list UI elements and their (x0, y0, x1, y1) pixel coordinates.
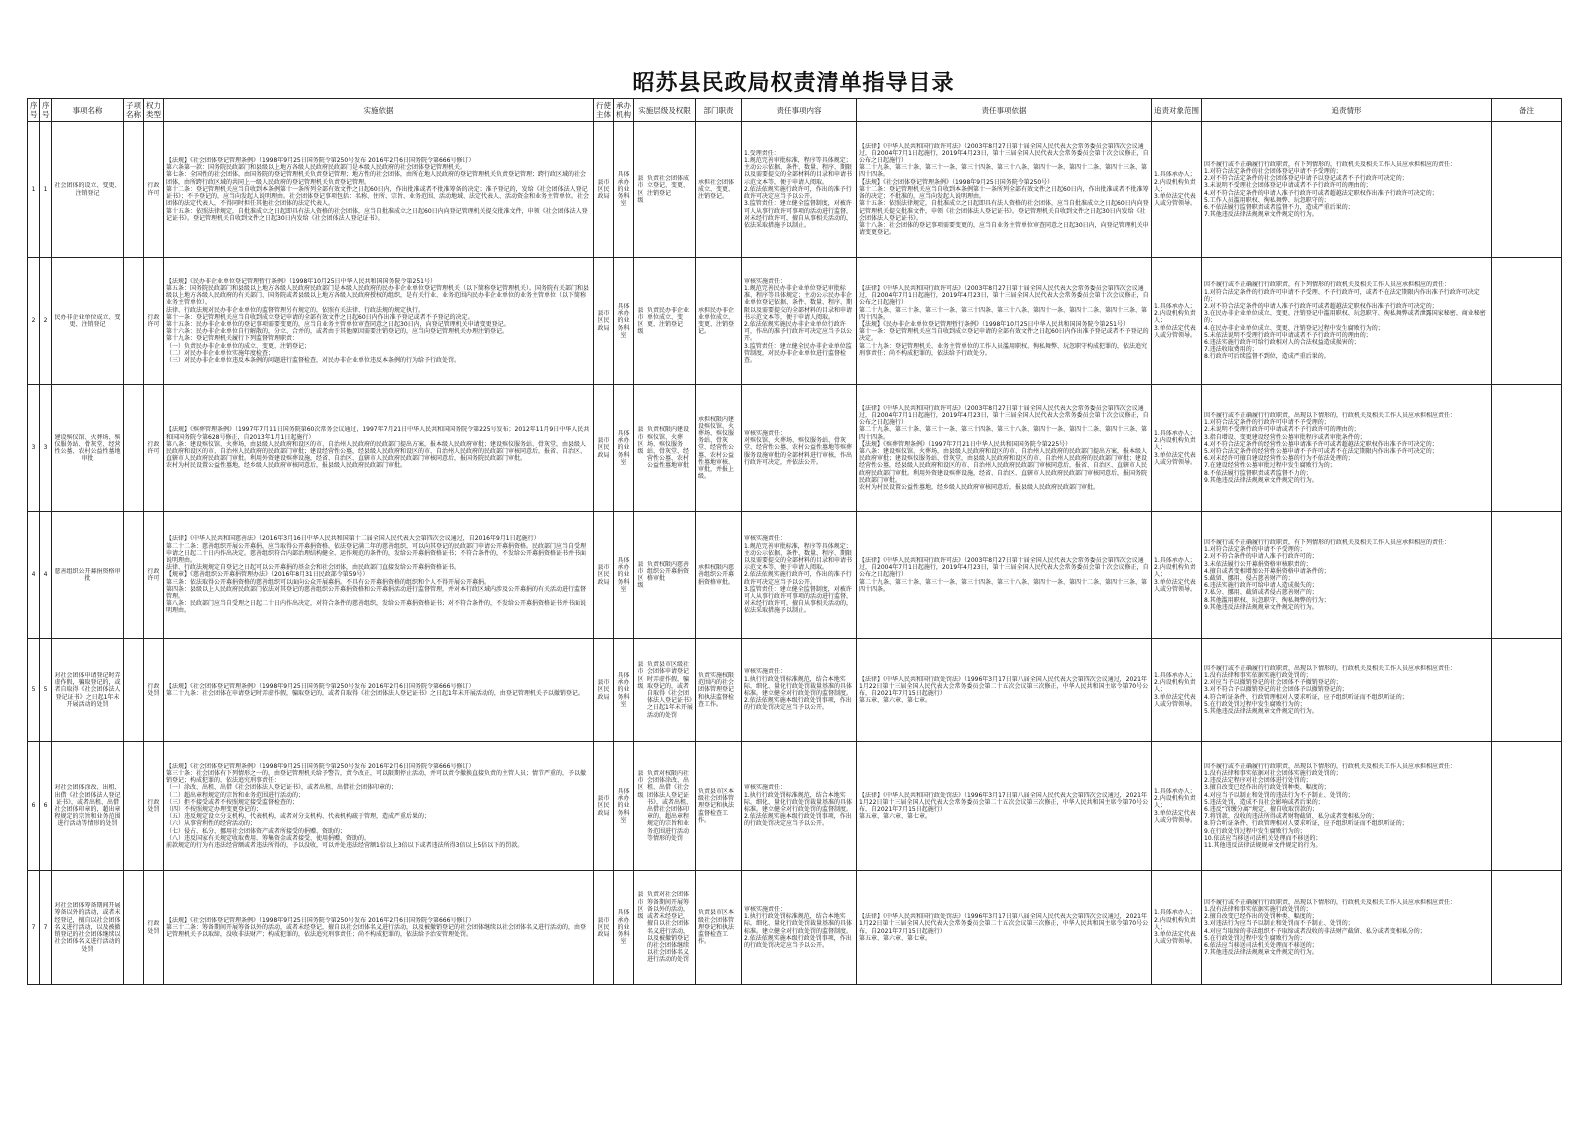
cell-basis (164, 742, 594, 871)
table-row (28, 742, 1562, 871)
cell-power-type-text: 行政许可 (147, 313, 160, 328)
cell-accountability-circumstances (1202, 258, 1492, 385)
cell-duty (696, 258, 742, 385)
cell-accountability-scope (1152, 512, 1202, 639)
cell-index-a (28, 385, 40, 512)
col-header-responsibility-basis: 责任事项依据 (857, 99, 1152, 122)
cell-subject (594, 871, 614, 985)
cell-organizer (614, 258, 634, 385)
cell-index-a-text: 3 (31, 444, 36, 452)
cell-accountability-scope (1152, 742, 1202, 871)
cell-responsibility (742, 385, 857, 512)
cell-index-b-text: 3 (43, 444, 48, 452)
cell-subject-text: 县市区民政局 (597, 916, 610, 939)
cell-sub-item (124, 742, 144, 871)
cell-item-name (52, 639, 124, 742)
cell-subject-text: 县市区民政局 (597, 564, 610, 586)
col-header-power-type: 权力类型 (144, 99, 164, 122)
cell-responsibility (742, 639, 857, 742)
cell-subject-text: 县市区民政局 (597, 437, 610, 459)
cell-power-type (144, 258, 164, 385)
col-header-responsibility: 责任事项内容 (742, 99, 857, 122)
cell-basis (164, 639, 594, 742)
cell-organizer (614, 742, 634, 871)
cell-duty (696, 122, 742, 258)
cell-responsibility-basis-text: 【法律】《中华人民共和国行政处罚法》（1996年3月17日第八届全国人民代表大会第四次会议通过，2021年1月22日第十三届全国人民代表大会常务委员会第二十五次会议第三次修正，中华人民共和国主席令第70号公布，自2021年7月15日起施行） 第五章、第六章、第七章。 (859, 913, 1149, 942)
cell-index-b (40, 258, 52, 385)
cell-level-authority-text: 负责民办非企业单位成立、变更、注销登记 (647, 306, 690, 328)
col-header-sub-item: 子项名称 (124, 99, 144, 122)
cell-power-type (144, 512, 164, 639)
cell-organizer (614, 122, 634, 258)
cell-basis-text: 【法规】《社会团体登记管理条例》（1998年9月25日国务院令第250号发布 2016年2月6日国务院令第666号修订） 第二十九条：社会团体在申请登记时弄虚作假，骗取登记的，或者自取得《社会团体法人登记证书》之日起1年未开展活动的，由登记管理机关予以撤销登记。 (166, 682, 584, 697)
cell-index-b (40, 512, 52, 639)
cell-power-type (144, 385, 164, 512)
cell-sub-item (124, 871, 144, 985)
cell-power-type-text: 行政许可 (147, 567, 160, 582)
cell-basis-text: 【法规】《社会团体登记管理条例》（1998年9月25日国务院令第250号发布 2016年2月6日国务院令第666号修订） 第三十二条：筹备期间开展筹备以外的活动，或者未经登记，擅自以社会团体名义进行活动，以及被撤销登记的社会团体继续以社会团体名义进行活动的，由登记管理机关予以取缔，没收非法财产；构成犯罪的，依法追究刑事责任；尚不构成犯罪的，依法给予治安管理处罚。 (166, 916, 587, 939)
cell-accountability-scope-text: 1.具体承办人； 2.内设机构负责人； 3.单位法定代表人或分管领导。 (1154, 671, 1197, 708)
cell-index-a-text: 1 (31, 185, 36, 193)
cell-duty-text: 承担社会团体成立、变更、注销登记。 (698, 178, 735, 201)
cell-organizer-text: 具体承办的业务科室 (617, 909, 630, 946)
cell-item-name (52, 742, 124, 871)
cell-level (634, 122, 696, 258)
cell-index-b (40, 385, 52, 512)
cell-responsibility-text: 审核实施责任： 1.规范完善审批标准，程序等具体规定；主动公示依据、条件、数量、程序、期限以及需要提交的全部材料的目录和申请书示范文本等，便于申请人阅取。 2.依法依规实施行政许可，作出的准予行政许可决定应当予以公开。 3.监管责任：建立健全监督制度，对被许可人从事行政许可事项的活动进行监督，对未经行政许可，擅自从事相关活动的，依法采取措施予以制止。 (744, 535, 853, 615)
cell-responsibility-basis-text: 【法律】《中华人民共和国行政处罚法》（1996年3月17日第八届全国人民代表大会第四次会议通过，2021年1月22日第十三届全国人民代表大会常务委员会第二十五次会议第三次修正，中华人民共和国主席令第70号公布，自2021年7月15日起施行） 第五章、第六章、第七章。 (859, 791, 1149, 821)
cell-basis (164, 385, 594, 512)
cell-responsibility-basis (857, 512, 1152, 639)
cell-level-authority-text: 负责社会团体成立登记、变更、注销登记 (647, 175, 690, 197)
col-header-basis: 实施依据 (164, 99, 594, 122)
cell-accountability-circumstances (1202, 871, 1492, 985)
document-title: 昭苏县民政局权责清单指导目录 (632, 71, 955, 96)
cell-item-name-text: 社会团体的设立、变更、注销登记 (54, 182, 121, 197)
cell-subject-text: 县市区民政局 (597, 178, 610, 201)
cell-organizer-text: 具体承办的业务科室 (617, 556, 630, 593)
cell-item-name-text: 民办非企业单位成立、变更、注销登记 (54, 313, 121, 328)
cell-responsibility-text: 审核实施责任： 1.执行行政处罚标准规范，结合本地实际，细化、量化行政处罚裁量基准的具体标准。建立健全对行政处罚的监督制度。 2.依法依规实施本级行政处罚事项，作出的行政处罚决定应当予以公开。 (744, 668, 853, 712)
cell-accountability-scope-text: 1.具体承办人； 2.内设机构负责人； 3.单位法定代表人或分管领导。 (1154, 429, 1197, 466)
cell-accountability-scope-text: 1.具体承办人； 2.内设机构负责人； 3.单位法定代表人或分管领导。 (1154, 909, 1197, 946)
col-header-level: 实施层级及权限 (634, 99, 696, 122)
cell-accountability-scope (1152, 871, 1202, 985)
table-body (28, 122, 1562, 985)
cell-level-text: 县市区级 (637, 891, 644, 921)
table-row (28, 512, 1562, 639)
cell-remarks (1492, 122, 1562, 258)
cell-power-type-text: 行政处罚 (147, 682, 160, 697)
cell-responsibility-basis-text: 【法律】《中华人民共和国行政许可法》（2003年8月27日第十届全国人民代表大会常务委员会第四次会议通过，自2004年7月1日起施行，2019年4月23日，第十三届全国人民代表大会常务委员会第十次会议修正，自公布之日起施行） 第二十九条、第三十条、第三十一条、第三十四条、第三十八条、第四十一条、第四十二条、第四十三条、第四十四条。 【法规】《民办非企业单位登记管理暂行条例》（1998年10月25日中华人民共和国国务院令第251号） 第十一条：登记管理机关应当自收到成立登记申请的全部有效文件之日起60日内作出准予登记或者不予登记的决定。 第二十九条：登记管理机关、业务主管单位的工作人员滥用职权、徇私舞弊、玩忽职守构成犯罪的，依法追究刑事责任；尚不构成犯罪的，依法给予行政处分。 (859, 284, 1149, 357)
cell-level (634, 385, 696, 512)
cell-item-name-text: 慈善组织公开募捐资格审批 (54, 567, 121, 582)
cell-power-type (144, 871, 164, 985)
cell-index-a (28, 871, 40, 985)
cell-basis (164, 871, 594, 985)
cell-subject-text: 县市区民政局 (597, 679, 610, 701)
cell-basis-text: 【法规】《民办非企业单位登记管理暂行条例》（1998年10月25日中华人民共和国国务院令第251号） 第五条：国务院民政部门和县级以上地方各级人民政府民政部门是本级人民政府的民办非企业单位登记管理机关（以下简称登记管理机关）。国务院有关部门和县级以上地方各级人民政府的有关部门、国务院或者县级以上地方各级人民政府授权的组织，是有关行业、业务范围内民办非企业单位的业务主管单位（以下简称业务主管单位）。 法律、行政法规对民办非企业单位的监督管理另有规定的，依照有关法律、行政法规的规定执行。 第十一条：登记管理机关应当自收到成立登记申请的全部有效文件之日起60日内作出准予登记或者不予登记的决定。 第十五条：民办非企业单位的登记事项需要变更的，应当自业务主管单位审查同意之日起30日内，向登记管理机关申请变更登记。 第十六条：民办非企业单位自行解散的，分立、合并的，或者由于其他原因需要注销登记的，应当向登记管理机关办理注销登记。 第十九条：登记管理机关履行下列监督管理职责： （一）负责民办非企业单位的成立、变更、注销登记； （二）对民办非企业单位实施年度检查； （三）对民办非企业单位违反本条例的问题进行监督检查，对民办非企业单位违反本条例的行为给予行政处罚。 (166, 277, 590, 365)
cell-basis-text: 【法律】《中华人民共和国慈善法》（2016年3月16日中华人民共和国第十二届全国人民代表大会第四次会议通过，自2016年9月1日起施行） 第二十二条：慈善组织开展公开募捐，应当取得公开募捐资格。依法登记满二年的慈善组织，可以向其登记的民政部门申请公开募捐资格。民政部门应当自受理申请之日起二十日内作出决定。慈善组织符合内部治理结构健全、运作规范的条件的，发给公开募捐资格证书；不符合条件的，不发给公开募捐资格证书并书面说明理由。 法律、行政法规规定自登记之日起可以公开募捐的基金会和社会团体，由民政部门直接发给公开募捐资格证书。 【规章】《慈善组织公开募捐管理办法》（2016年8月31日民政部令第59号） 第三条：依法取得公开募捐资格的慈善组织可以面向公众开展募捐。不具有公开募捐资格的组织和个人不得开展公开募捐。 第四条：县级以上人民政府民政部门依法对其登记的慈善组织公开募捐资格和公开募捐活动进行监督管理，并对本行政区域内涉及公开募捐的有关活动进行监督管理。 第八条：民政部门应当自受理之日起二十日内作出决定，对符合条件的慈善组织，发给公开募捐资格证书；对不符合条件的，不发给公开募捐资格证书并书面说明理由。 (166, 535, 587, 615)
table-row (28, 871, 1562, 985)
cell-index-b (40, 871, 52, 985)
cell-responsibility-text: 审核实施责任： 1.执行行政处罚标准规范，结合本地实际，细化、量化行政处罚裁量基准的具体标准。建立健全对行政处罚的监督制度。 2.依法依规实施本级行政处罚事项，作出的行政处罚决定应当予以公开。 (744, 784, 853, 828)
cell-sub-item (124, 639, 144, 742)
cell-index-b (40, 122, 52, 258)
table-row (28, 639, 1562, 742)
cell-subject-text: 县市区民政局 (597, 795, 610, 817)
cell-item-name-text: 对社会团体筹备期间开展筹备以外的活动，或者未经登记，擅自以社会团体名义进行活动，以及被撤销登记的社会团体继续以社会团体名义进行活动的处罚 (54, 902, 121, 953)
cell-power-type (144, 122, 164, 258)
col-header-duty: 部门职责 (696, 99, 742, 122)
cell-accountability-scope (1152, 258, 1202, 385)
cell-level-text: 县市区级 (637, 306, 644, 336)
cell-duty-text: 承担权限内建设殡仪馆、火葬场、殡仪服务站、骨灰堂、经营性公墓、农村公益性墓地审核、审批，并报上级。 (698, 415, 735, 481)
table-row (28, 258, 1562, 385)
cell-index-a-text: 2 (31, 317, 36, 325)
cell-level-text: 县市区级 (637, 560, 644, 590)
cell-organizer (614, 639, 634, 742)
cell-duty-text: 负责县市区本级社会团体管理登记和执法监督检查工作。 (698, 909, 735, 946)
cell-duty (696, 639, 742, 742)
cell-basis (164, 512, 594, 639)
cell-accountability-scope-text: 1.具体承办人； 2.内设机构负责人； 3.单位法定代表人或分管领导。 (1154, 302, 1197, 339)
cell-level-authority-text: 负责对权限内社会团体涂改、出租、出借《社会团体法人登记证书》，或者出租、出借社会团体印章的，超出章程规定的宗旨和业务范围进行活动等情形的处罚 (647, 769, 693, 842)
cell-accountability-circumstances-text: 因不履行或不正确履行行政职责，有下列情形的行政机关及相关工作人员应承担相应的责任： 1.对符合法定条件的行政许可申请不予受理、不予行政许可，或者不在法定期限内作出准予行政许可决定的； 2.对不符合法定条件的申请人准予行政许可或者超越法定职权作出准予行政许可决定的； 3.在民办非企业单位成立、变更、注销登记中滥用职权、玩忽职守、徇私舞弊或者泄露国家秘密、商业秘密的； 4.在民办非企业单位成立、变更、注销登记过程中发生腐败行为的； 5.未依法说明不受理行政许可申请或者不予行政许可的理由的； 6.违法实施行政许可给行政相对人的合法权益造成损害的； 7.违法收取费用的； 8.行政许可后续监督不到位，造成严重后果的。 (1204, 281, 1486, 361)
cell-duty (696, 512, 742, 639)
cell-accountability-circumstances (1202, 512, 1492, 639)
cell-duty (696, 385, 742, 512)
cell-duty (696, 742, 742, 871)
cell-responsibility (742, 512, 857, 639)
cell-item-name (52, 512, 124, 639)
cell-responsibility-basis (857, 385, 1152, 512)
cell-subject (594, 122, 614, 258)
cell-organizer-text: 具体承办的业务科室 (617, 171, 630, 208)
cell-responsibility-basis-text: 【法律】《中华人民共和国行政许可法》（2003年8月27日第十届全国人民代表大会常务委员会第四次会议通过，自2004年7月1日起施行，2019年4月23日，第十三届全国人民代表大会常务委员会第十次会议修正，自公布之日起施行） 第二十九条、第三十条、第三十一条、第三十四条、第三十八条、第四十一条、第四十二条、第四十三条、第四十四条。 【法规】《社会团体登记管理条例》（1998年9月25日国务院令第250号） 第十二条：登记管理机关应当自收到本条例第十一条所列全部有效文件之日起60日内，作出批准或者不批准筹备的决定；不批准的，应当向发起人说明理由。 第十五条：依照法律规定，自批准成立之日起即具有法人资格的社会团体，应当自批准成立之日起60日内向登记管理机关提交批准文件，申领《社会团体法人登记证书》。登记管理机关自收到文件之日起30日内发给《社会团体法人登记证书》。 第十八条：社会团体的登记事项需要变更的，应当自业务主管单位审查同意之日起30日内，向登记管理机关申请变更登记。 (859, 142, 1149, 237)
cell-responsibility-basis-text: 【法律】《中华人民共和国行政许可法》（2003年8月27日第十届全国人民代表大会常务委员会第四次会议通过，自2004年7月1日起施行，2019年4月23日，第十三届全国人民代表大会常务委员会第十次会议修正，自公布之日起施行） 第二十九条、第三十条、第三十一条、第三十四条、第三十八条、第四十一条、第四十二条、第四十三条、第四十四条。 (859, 556, 1149, 593)
cell-power-type (144, 742, 164, 871)
cell-accountability-circumstances (1202, 122, 1492, 258)
cell-subject (594, 258, 614, 385)
cell-responsibility-basis-text: 【法律】《中华人民共和国行政处罚法》（1996年3月17日第八届全国人民代表大会第四次会议通过，2021年1月22日第十三届全国人民代表大会常务委员会第二十五次会议第三次修正，中华人民共和国主席令第70号公布，自2021年7月15日起施行） 第五章、第六章、第七章。 (859, 675, 1149, 705)
col-header-accountability-scope: 追责对象范围 (1152, 99, 1202, 122)
cell-level-authority-text: 负责县市区级社会团体申请登记时弄虚作假，骗取登记的，或者自取得《社会团体法人登记证书》之日起1年未开展活动的处罚 (647, 661, 693, 719)
cell-power-type-text: 行政处罚 (147, 920, 160, 935)
cell-level-authority-text: 负责对社会团体筹备期间开展筹备以外的活动，或者未经登记，擅自以社会团体名义进行活动，以及被撤销登记的社会团体继续以社会团体名义进行活动的处罚 (647, 891, 690, 964)
cell-responsibility-text: 审核实施责任： 对殡仪馆、火葬场、殡仪服务站、骨灰堂、经营性公墓、农村公益性墓地等殡葬服务设施审批的全部材料进行审核，作出行政许可决定，并依法公开。 (744, 429, 853, 466)
cell-level-authority-text: 负责权限内建设殡仪馆、火葬场、殡仪服务站、骨灰堂、经营性公墓、农村公益性墓地审批 (647, 426, 690, 470)
cell-accountability-circumstances-text: 因不履行或不正确履行行政职责，出现以下情形的，行政机关及相关工作人员应承担相应责任： 1.没有法律和事实依据实施行政处罚的； 2.对应当予以撤销登记的社会团体不予撤销登记的； 3.对不符合予以撤销登记的社会团体予以撤销登记的； 4.符合听证条件、行政管理相对人要求听证，应予组织听证而不组织听证的； 5.在行政处罚过程中发生腐败行为的； 5.其他违反法律法规规章文件规定的行为。 (1204, 664, 1457, 715)
cell-remarks (1492, 639, 1562, 742)
cell-responsibility-basis (857, 122, 1152, 258)
cell-accountability-circumstances (1202, 742, 1492, 871)
cell-accountability-circumstances-text: 因不履行或不正确履行行政职责，有下列情形的，行政机关及相关工作人员应承担相应的责任： 1.对符合法定条件的社会团体登记申请不予受理的； 2.对不符合法定条件的社会团体登记申请予以登记或者不予行政许可决定的； 3.未说明不受理社会团体登记申请或者不予行政许可的理由的； 4.对不符合法定条件的申请人准予行政许可或者超越法定职权作出准予行政许可决定的； 5.工作人员滥用职权、徇私舞弊、玩忽职守的； 6.不依法履行监督职责或者监督不力，造成严重后果的； 7.其他违反法律法规规章文件规定的行为。 (1204, 160, 1457, 219)
cell-accountability-scope (1152, 639, 1202, 742)
cell-responsibility-basis (857, 871, 1152, 985)
table-row (28, 122, 1562, 258)
cell-item-name-text: 对社会团体涂改、出租、出借《社会团体法人登记证书》，或者出租、出借社会团体印章的，超出章程规定的宗旨和业务范围进行活动等情形的处罚 (54, 784, 121, 828)
col-header-accountability-circumstances: 追责情形 (1202, 99, 1492, 122)
cell-accountability-scope-text: 1.具体承办人； 2.内设机构负责人； 3.单位法定代表人或分管领导。 (1154, 556, 1197, 593)
cell-responsibility (742, 871, 857, 985)
cell-item-name (52, 871, 124, 985)
cell-subject (594, 639, 614, 742)
cell-level-text: 县市区级 (637, 769, 644, 799)
cell-item-name (52, 258, 124, 385)
cell-index-a-text: 7 (31, 923, 36, 931)
cell-index-a-text: 4 (31, 571, 36, 579)
col-header-index-b: 序号 (40, 99, 52, 122)
col-header-organizer: 承办机构 (614, 99, 634, 122)
col-header-index-a: 序号 (28, 99, 40, 122)
cell-responsibility (742, 258, 857, 385)
cell-sub-item (124, 512, 144, 639)
cell-sub-item (124, 122, 144, 258)
cell-responsibility-basis (857, 742, 1152, 871)
cell-responsibility-text: 审核实施责任： 1.规范完善民办非企业单位登记审批标准、程序等具体规定；主动公示民办非企业单位登记依据、条件、数量、程序、期限以及需要提交的全部材料的目录和申请书示范文本等，便于申请人阅取。 2.依法依规实施民办非企业单位行政许可，作出的准予行政许可决定应当予以公开。 3.监管责任：建立健全民办非企业单位监管制度，对民办非企业单位进行监督检查。 (744, 277, 853, 365)
cell-sub-item (124, 385, 144, 512)
cell-basis-text: 【法规】《社会团体登记管理条例》（1998年9月25日国务院令第250号发布 2016年2月6日国务院令第666号修订） 第六条第一款：国务院民政部门和县级以上地方各级人民政府民政部门是本级人民政府的社会团体登记管理机关。 第七条：全国性的社会团体，由国务院的登记管理机关负责登记管理；地方性的社会团体，由所在地人民政府的登记管理机关负责登记管理；跨行政区域的社会团体，由所跨行政区域的共同上一级人民政府的登记管理机关负责登记管理。 第十二条：登记管理机关应当自收到本条例第十一条所列全部有效文件之日起60日内，作出批准或者不批准筹备的决定；准予登记的，发给《社会团体法人登记证书》；不予登记的，应当向发起人说明理由。社会团体登记事项包括：名称、住所、宗旨、业务范围、活动地域、法定代表人、活动资金和业务主管单位。社会团体的法定代表人，不得同时担任其他社会团体的法定代表人。 第十五条：依照法律规定，自批准成立之日起即具有法人资格的社会团体，应当自批准成立之日起60日内向登记管理机关提交批准文件，申领《社会团体法人登记证书》。登记管理机关自收到文件之日起30日内发给《社会团体法人登记证书》。 (166, 157, 590, 222)
cell-basis (164, 258, 594, 385)
cell-responsibility-text: 审核实施责任： 1.执行行政处罚标准规范，结合本地实际，细化、量化行政处罚裁量基准的具体标准。建立健全对行政处罚的监督制度。 2.依法依规实施本级行政处罚事项，作出的行政处罚决定应当予以公开。 (744, 905, 853, 949)
cell-index-b-text: 2 (43, 317, 48, 325)
cell-organizer-text: 具体承办的业务科室 (617, 429, 630, 466)
cell-responsibility-text: 1.受理责任： 1.规范完善审批标准，程序等具体规定；主动公示依据、条件、数量、程序、期限以及需要提交的全部材料的目录和申请书示范文本等，便于申请人阅取。 2.依法依规实施行政许可，作出的准予行政许可决定应当予以公开。 3.监管责任：建立健全监督制度，对被许可人从事行政许可事项的活动进行监督，对未经行政许可，擅自从事相关活动的，依法采取措施予以制止。 (744, 149, 853, 229)
cell-level-authority-text: 负责权限内慈善组织公开募捐资格审批 (647, 560, 690, 582)
cell-level-text: 县市区级 (637, 426, 644, 455)
col-header-item-name: 事项名称 (52, 99, 124, 122)
cell-index-a (28, 512, 40, 639)
cell-basis-text: 【法规】《殡葬管理条例》（1997年7月11日国务院第60次常务会议通过，1997年7月21日中华人民共和国国务院令第225号发布；2012年11月9日中华人民共和国国务院令第628号修正，自2013年1月1日起施行） 第八条：建设殡仪馆、火葬场，由县级人民政府和设区的市、自治州人民政府的民政部门提出方案，报本级人民政府审批；建设殡仪服务站、骨灰堂，由县级人民政府和设区的市、自治州人民政府的民政部门审批；建设经营性公墓，经县级人民政府和设区的市、自治州人民政府的民政部门审核同意后，报省、自治区、直辖市人民政府民政部门审批。利用外资建设殡葬设施，经省、自治区、直辖市人民政府民政部门审核同意后，报国务院民政部门审批。 农村为村民设置公益性墓地，经乡级人民政府审核同意后，报县级人民政府民政部门审批。 (166, 426, 590, 470)
cell-level (634, 871, 696, 985)
cell-remarks (1492, 512, 1562, 639)
cell-organizer (614, 871, 634, 985)
cell-index-b-text: 1 (43, 185, 48, 193)
cell-accountability-scope-text: 1.具体承办人； 2.内设机构负责人； 3.单位法定代表人或分管领导。 (1154, 171, 1197, 208)
cell-level-text: 县市区级 (637, 175, 644, 204)
cell-index-a (28, 639, 40, 742)
cell-subject (594, 742, 614, 871)
cell-index-a-text: 6 (31, 802, 36, 810)
col-header-subject: 行使主体 (594, 99, 614, 122)
cell-organizer-text: 具体承办的业务科室 (617, 302, 630, 339)
cell-accountability-circumstances-text: 因不履行或不正确履行行政职责，出现以下情形的，行政机关及相关工作人员应承担相应责任： 1.没有法律和事实依据对社会团体实施行政处罚的； 2.违反法定程序对社会团体进行处罚的； 3.擅自改变已经作出的行政处罚种类、幅度的； 4.对应当予以制止和处罚的违法行为不予制止、处罚的； 5.违法处罚，造成不良社会影响或者后果的； 6.违反“罚缴分离”规定，擅自收取罚款的； 7.将罚款、没收的违法所得或者财物截留、私分或者变相私分的； 8.符合听证条件、行政管理相对人要求听证，应予组织听证而不组织听证的； 9.在行政处罚过程中发生腐败行为的； 10.依法应当移送司法机关处理而不移送的； 11.其他违反法律法规规章文件规定的行为。 (1204, 762, 1457, 850)
cell-responsibility-basis (857, 258, 1152, 385)
cell-index-b (40, 639, 52, 742)
cell-level (634, 258, 696, 385)
cell-remarks (1492, 385, 1562, 512)
cell-index-b-text: 6 (43, 802, 48, 810)
cell-level (634, 742, 696, 871)
cell-responsibility (742, 122, 857, 258)
cell-accountability-scope-text: 1.具体承办人； 2.内设机构负责人； 3.单位法定代表人或分管领导。 (1154, 787, 1197, 824)
cell-power-type-text: 行政处罚 (147, 798, 160, 813)
cell-accountability-circumstances-text: 因不履行或不正确履行行政职责，出现以下情形的，行政机关及相关工作人员应承担相应责任： 1.没有法律和事实依据实施行政处罚的； 2.擅自改变已经作出的处罚种类、幅度的； 3.对违法行为应当予以制止和处罚而不予制止、处罚的； 4.对应当取缔的非法组织不予取缔或者没收的非法财产截留、私分或者变相私分的； 5.在行政处罚过程中发生腐败行为的； 6.依法应当移送司法机关处理而不移送的； 7.其他违反法律法规规章文件规定的行为。 (1204, 898, 1457, 957)
cell-organizer-text: 具体承办的业务科室 (617, 787, 630, 824)
cell-basis (164, 122, 594, 258)
cell-duty-text: 承担权限内慈善组织公开募捐资格审批。 (698, 564, 735, 586)
table-row (28, 385, 1562, 512)
cell-index-a (28, 742, 40, 871)
cell-duty-text: 承担民办非企业单位成立、变更、注销登记。 (698, 306, 735, 336)
cell-item-name-text: 对社会团体申请登记时弄虚作假，骗取登记的，或者自取得《社会团体法人登记证书》之日起1年未开展活动的处罚 (54, 671, 121, 708)
cell-organizer (614, 385, 634, 512)
responsibility-table (27, 98, 1562, 985)
cell-basis-text: 【法规】《社会团体登记管理条例》（1998年9月25日国务院令第250号发布 2016年2月6日国务院令第666号修订） 第三十条：社会团体有下列情形之一的，由登记管理机关给予警告，责令改正，可以限期停止活动，并可以责令撤换直接负责的主管人员；情节严重的，予以撤销登记；构成犯罪的，依法追究刑事责任： （一）涂改、出租、出借《社会团体法人登记证书》，或者出租、出借社会团体印章的； （二）超出章程规定的宗旨和业务范围进行活动的； （三）拒不接受或者不按照规定接受监督检查的； （四）不按照规定办理变更登记的； （五）违反规定设立分支机构、代表机构，或者对分支机构、代表机构疏于管理，造成严重后果的； （六）从事营利性的经营活动的； （七）侵占、私分、挪用社会团体资产或者所接受的捐赠、资助的； （八）违反国家有关规定收取费用、筹集资金或者接受、使用捐赠、资助的。 前款规定的行为有违法经营额或者违法所得的，予以没收，可以并处违法经营额1倍以上3倍以下或者违法所得3倍以上5倍以下的罚款。 (166, 762, 587, 850)
cell-subject-text: 县市区民政局 (597, 310, 610, 332)
cell-index-a-text: 5 (31, 686, 36, 694)
cell-index-b-text: 4 (43, 571, 48, 579)
cell-duty-text: 负责实施权限范围内的社会团体管理登记和执法监督检查工作。 (698, 671, 735, 708)
cell-item-name (52, 385, 124, 512)
cell-organizer (614, 512, 634, 639)
cell-sub-item (124, 258, 144, 385)
cell-accountability-circumstances (1202, 385, 1492, 512)
cell-power-type-text: 行政许可 (147, 440, 160, 455)
cell-duty-text: 负责县市区本级社会团体管理登记和执法监督检查工作。 (698, 787, 735, 824)
cell-accountability-circumstances-text: 因不履行或不正确履行行政职责，出现以下情形的，行政机关及相关工作人员应承担相应责任： 1.对符合法定条件的行政许可申请不予受理的； 2.未说明不受理行政许可申请或者不予行政许可的理由的； 3.指自增设、变更建设经营性公墓审批程序或者审批条件的； 4.对不符合法定条件的经营性公墓申请准予许可或者超越法定职权作出准予许可决定的； 5.对符合法定条件的经营性公墓申请不予许可或者不在法定期限内作出准予许可决定的； 6.对未经许可擅自建设经营性公墓的行为不依法处理的； 7.在建设经营性公墓审批过程中发生腐败行为的； 8.不依法履行监督职责或者监督不力的； 9.其他违反法律法规规章文件规定的行为。 (1204, 411, 1457, 484)
cell-power-type-text: 行政许可 (147, 182, 160, 197)
cell-responsibility (742, 742, 857, 871)
cell-accountability-scope (1152, 385, 1202, 512)
cell-index-b-text: 7 (43, 923, 48, 931)
cell-remarks (1492, 871, 1562, 985)
cell-item-name (52, 122, 124, 258)
cell-index-a (28, 258, 40, 385)
cell-index-b (40, 742, 52, 871)
cell-accountability-scope (1152, 122, 1202, 258)
col-header-remarks: 备注 (1492, 99, 1562, 122)
cell-responsibility-basis (857, 639, 1152, 742)
cell-subject (594, 512, 614, 639)
cell-level (634, 512, 696, 639)
cell-remarks (1492, 742, 1562, 871)
cell-subject (594, 385, 614, 512)
cell-item-name-text: 建设殡仪馆、火葬场、殡仪服务站、骨灰堂、经营性公墓、农村公益性墓地审批 (54, 433, 121, 463)
cell-organizer-text: 具体承办的业务科室 (617, 671, 630, 708)
cell-power-type (144, 639, 164, 742)
cell-duty (696, 871, 742, 985)
cell-accountability-circumstances (1202, 639, 1492, 742)
cell-index-a (28, 122, 40, 258)
cell-index-b-text: 5 (43, 686, 48, 694)
cell-level-text: 县市区级 (637, 661, 644, 690)
table-header-row (28, 99, 1562, 122)
cell-remarks (1492, 258, 1562, 385)
cell-level (634, 639, 696, 742)
cell-accountability-circumstances-text: 因不履行或不正确履行行政职责，有下列情形的行政机关及相关工作人员应承担相应的责任： 1.对符合法定条件的申请不予受理的； 2.对不符合条件的申请人准予行政许可的； 3.未依法履行公开募捐资格审核职责的； 4.擅自或者变相增加公开募捐资格申请条件的； 5.截留、挪用、侵占慈善财产的； 6.违法实施行政许可给申请人造成损失的； 7.私分、挪用、截留或者侵占慈善财产的； 8.其他滥用职权、玩忽职守、徇私舞弊的行为； 9.其他违反法律法规规章文件规定的行为。 (1204, 538, 1451, 611)
cell-responsibility-basis-text: 【法律】《中华人民共和国行政许可法》（2003年8月27日第十届全国人民代表大会常务委员会第四次会议通过，自2004年7月1日起施行，2019年4月23日，第十三届全国人民代表大会常务委员会第十次会议修正，自公布之日起施行） 第二十九条、第三十条、第三十一条、第三十四条、第三十八条、第四十一条、第四十二条、第四十三条、第四十四条。 【法规】《殡葬管理条例》（1997年7月21日中华人民共和国国务院令第225号） 第八条：建设殡仪馆、火葬场，由县级人民政府和设区的市、自治州人民政府的民政部门提出方案，报本级人民政府审批；建设殡仪服务站、骨灰堂，由县级人民政府和设区的市、自治州人民政府的民政部门审批；建设经营性公墓，经县级人民政府和设区的市、自治州人民政府民政部门审核同意后，报省、自治区、直辖市人民政府民政部门审批。利用外资建设殡葬设施，经省、自治区、直辖市人民政府民政部门审核同意后，报国务院民政部门审批。 农村为村民设置公益性墓地，经乡级人民政府审核同意后，报县级人民政府民政部门审批。 (859, 404, 1149, 492)
